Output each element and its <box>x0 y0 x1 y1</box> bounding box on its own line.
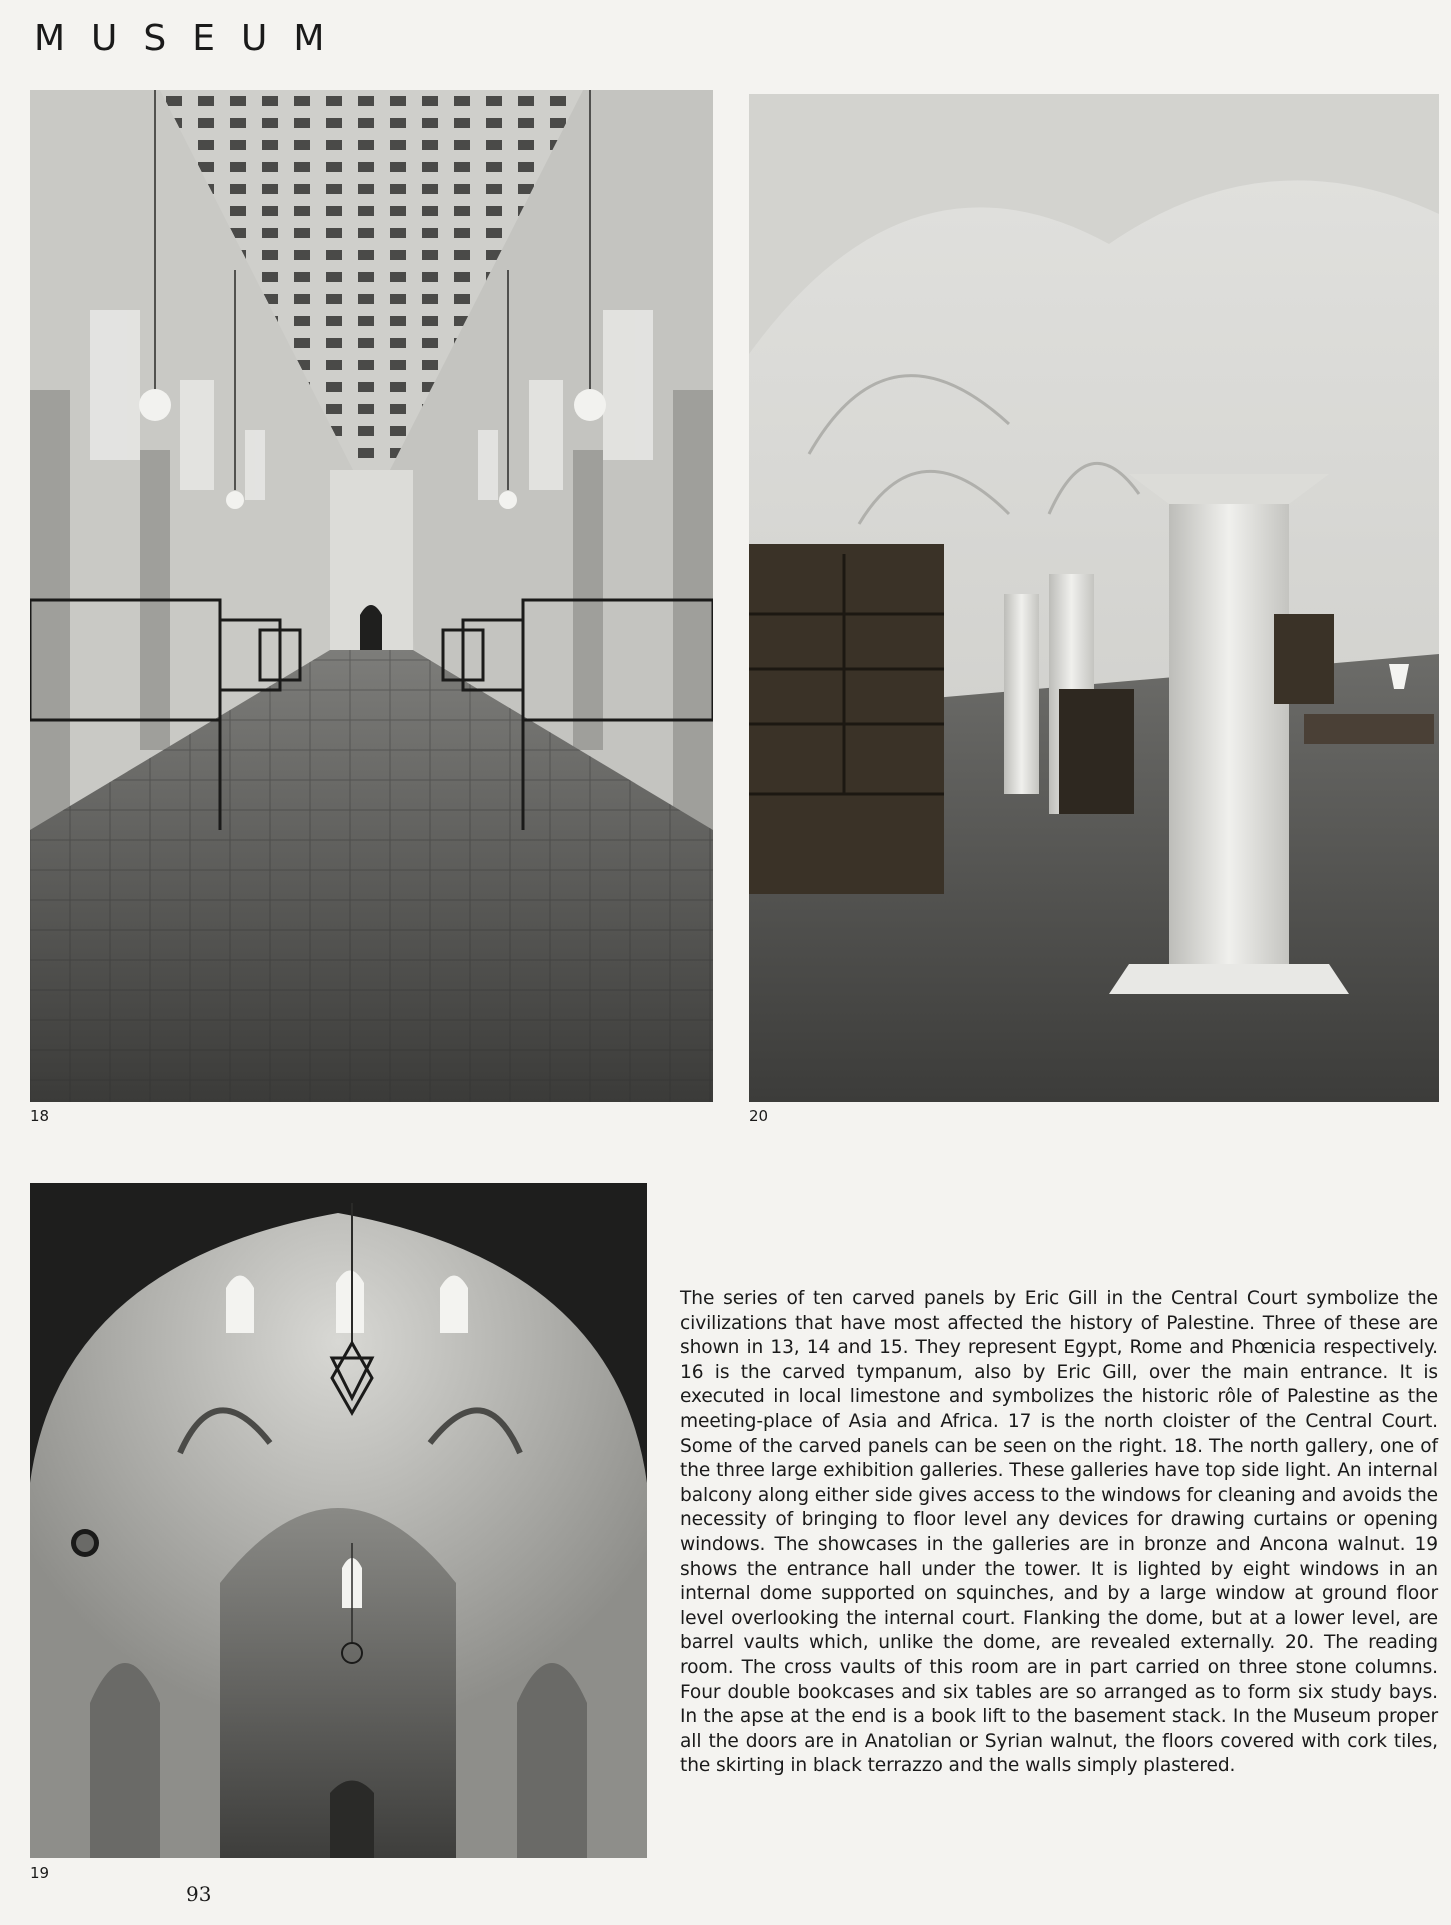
page-number: 93 <box>186 1882 212 1906</box>
plate-number-20: 20 <box>749 1107 769 1125</box>
plate-number-19: 19 <box>30 1864 50 1882</box>
reading-room-photo <box>749 94 1439 1102</box>
entrance-hall-photo <box>30 1183 647 1858</box>
section-title: MUSEUM <box>34 18 351 59</box>
gallery-photo <box>30 90 713 1102</box>
caption-text: The series of ten carved panels by Eric Gill in the Central Court symbolize the civilizations that have most affected the history of Palestine. Three of these are shown in 13, 14 and 15. They represent Egypt, Rome and Phœnicia respectively. 16 is the carved tympanum, also by Eric Gill, over the main entrance. It is executed in local limestone and symbolizes the historic rôle of Palestine as the meeting-place of Asia and Africa. 17 is the north cloister of the Central Court. Some of the carved panels can be seen on the right. 18. The north gallery, one of the three large exhibition galleries. These galleries have top side light. An internal balcony along either side gives access to the windows for cleaning and avoids the necessity of bringing to floor level any devices for drawing curtains or opening windows. The showcases in the galleries are in bronze and Ancona walnut. 19 shows the entrance hall under the tower. It is lighted by eight windows in an internal dome supported on squinches, and by a large window at ground floor level overlooking the internal court. Flanking the dome, but at a lower level, are barrel vaults which, unlike the dome, are revealed externally. 20. The reading room. The cross vaults of this room are in part carried on three stone columns. Four double bookcases and six tables are so arranged as to form six study bays. In the apse at the end is a book lift to the basement stack. In the Museum proper all the doors are in Anatolian or Syrian walnut, the floors covered with cork tiles, the skirting in black terrazzo and the walls simply plastered. <box>680 1288 1438 1777</box>
plate-number-18: 18 <box>30 1107 50 1125</box>
